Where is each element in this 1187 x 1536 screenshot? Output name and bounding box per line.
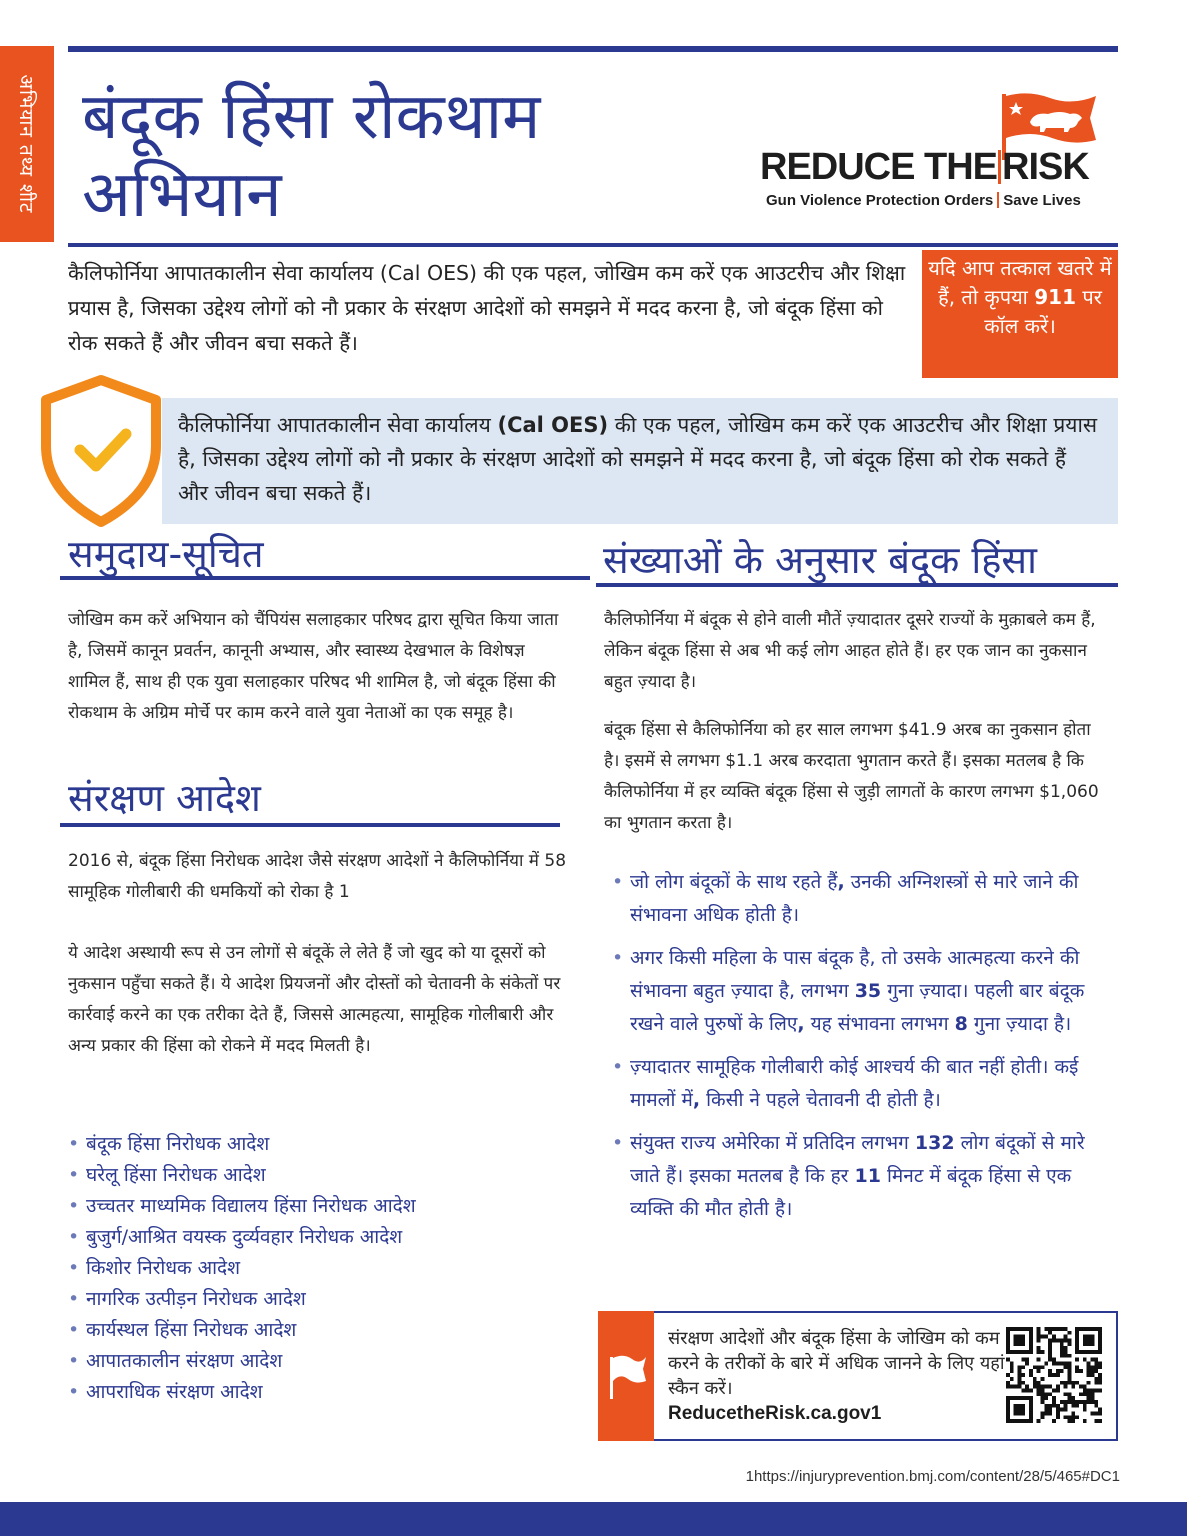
stat-text: गुना ज़्यादा है। <box>967 1013 1072 1035</box>
community-body: जोखिम कम करें अभियान को चैंपियंस सलाहकार परिषद द्वारा सूचित किया जाता है, जिसमें कानून प्रवर्तन, कानूनी अभ्यास, और स्वास्थ्य देखभाल के विशेषज्ञ शामिल हैं, साथ ही एक युवा सलाहकार परिषद भी शामिल है, जो बंदूक हिंसा की रोकथाम के अग्रिम मोर्चे पर काम करने वाले युवा नेताओं का एक समूह है। <box>68 610 559 723</box>
qr-callout-text <box>668 1326 1008 1426</box>
logo-wordmark <box>760 146 1122 189</box>
footnote: 1https://injuryprevention.bmj.com/content/28/5/465#DC1 <box>745 1468 1120 1485</box>
page-title <box>82 78 762 234</box>
numbers-heading: संख्याओं के अनुसार बंदूक हिंसा <box>603 538 1037 582</box>
emergency-text-after: पर कॉल करें। <box>984 285 1102 338</box>
stat-highlight: 35 <box>854 980 882 1002</box>
order-list-item: • आपातकालीन संरक्षण आदेश <box>68 1346 568 1377</box>
callout-text-after: की एक पहल, जोखिम कम करें एक आउटरीच और शिक्षा प्रयास है, जिसका उद्देश्य लोगों को नौ प्रकार के संरक्षण आदेशों को समझने में मदद करना है, जो बंदूक हिंसा को रोक सकते हैं और जीवन बचा सकते हैं। <box>178 413 1098 505</box>
emergency-number: 911 <box>1034 285 1076 309</box>
logo-tagline-left: Gun Violence Protection Orders <box>766 192 994 209</box>
order-list-item: • किशोर निरोधक आदेश <box>68 1253 568 1284</box>
callout-text-before: कैलिफोर्निया आपातकालीन सेवा कार्यालय <box>178 413 498 437</box>
stat-bullet <box>612 1127 1092 1226</box>
community-heading-rule <box>60 576 590 580</box>
stat-text: किसी ने पहले चेतावनी दी होती है। <box>700 1089 941 1111</box>
numbers-heading-rule <box>596 583 1118 587</box>
side-tab <box>0 46 54 242</box>
emergency-text-before: यदि आप तत्काल खतरे में हैं, तो कृपया <box>928 256 1112 309</box>
stat-bullet <box>612 1051 1092 1117</box>
stats-list <box>612 866 1092 1236</box>
qr-flag-panel <box>598 1311 654 1441</box>
qr-description: संरक्षण आदेशों और बंदूक हिंसा के जोखिम को कम करने के तरीकों के बारे में अधिक जानने के लिए यहां स्कैन करें। <box>668 1328 1005 1399</box>
stat-highlight: 11 <box>854 1165 881 1187</box>
stat-text: लोग बंदूकों से मारे जाते हैं। इसका मतलब है कि हर <box>630 1132 1085 1187</box>
community-heading: समुदाय-सूचित <box>68 532 264 576</box>
callout-text <box>178 408 1098 510</box>
stat-highlight: 8 <box>954 1013 968 1035</box>
stat-highlight: , <box>837 871 845 893</box>
stat-bullet <box>612 942 1092 1041</box>
stat-text: ज़्यादातर सामूहिक गोलीबारी कोई आश्चर्य की बात नहीं होती। कई मामलों में <box>630 1056 1079 1111</box>
logo-tagline <box>766 192 1126 209</box>
stat-bullet <box>612 866 1092 932</box>
order-list-item: • बुजुर्ग/आश्रित वयस्क दुर्व्यवहार निरोधक आदेश <box>68 1222 568 1253</box>
order-list-item: • घरेलू हिंसा निरोधक आदेश <box>68 1160 568 1191</box>
logo-name-left: REDUCE THE <box>760 146 998 188</box>
stat-text: यह संभावना लगभग <box>804 1013 955 1035</box>
stat-text: जो लोग बंदूकों के साथ रहते हैं <box>630 871 838 893</box>
bottom-bar <box>0 1502 1187 1536</box>
top-rule <box>68 46 1118 52</box>
orders-heading-rule <box>60 823 560 827</box>
orders-para1: 2016 से, बंदूक हिंसा निरोधक आदेश जैसे संरक्षण आदेशों ने कैलिफोर्निया में 58 सामूहिक गोलीबारी की धमकियों को रोका है 1 <box>68 851 567 902</box>
stat-text: संयुक्त राज्य अमेरिका में प्रतिदिन लगभग <box>630 1132 915 1154</box>
page-title-line2: अभियान <box>82 158 282 232</box>
callout-text-bold: (Cal OES) <box>497 413 609 437</box>
emergency-box <box>922 250 1118 378</box>
logo-flagpole <box>998 150 1001 184</box>
tagline-separator <box>997 192 999 208</box>
stat-text: गुना ज़्यादा। पहली बार बंदूक रखने वाले पुरुषों के लिए <box>630 980 1085 1035</box>
orders-list <box>68 1129 568 1408</box>
stat-text: उनकी अग्निशस्त्रों से मारे जाने की संभावना अधिक होती है। <box>630 871 1079 926</box>
order-list-item: • कार्यस्थल हिंसा निरोधक आदेश <box>68 1315 568 1346</box>
page-title-line1: बंदूक हिंसा रोकथाम <box>82 80 541 154</box>
intro-paragraph: कैलिफोर्निया आपातकालीन सेवा कार्यालय (Cal OES) की एक पहल, जोखिम कम करें एक आउटरीच और शिक्षा प्रयास है, जिसका उद्देश्य लोगों को नौ प्रकार के संरक्षण आदेशों को समझने में मदद करना है, जो बंदूक हिंसा को रोक सकते हैं और जीवन बचा सकते हैं। <box>68 261 906 355</box>
orders-para2: ये आदेश अस्थायी रूप से उन लोगों से बंदूकें ले लेते हैं जो खुद को या दूसरों को नुकसान पहुँचा सकते हैं। ये आदेश प्रियजनों और दोस्तों को चेतावनी के संकेतों पर कार्रवाई करने का एक तरीका देते हैं, जिससे आत्महत्या, सामूहिक गोलीबारी और अन्य प्रकार की हिंसा को रोकने में मदद मिलती है। <box>68 943 561 1056</box>
flag-icon <box>598 1311 654 1441</box>
stat-text: मिनट में बंदूक हिंसा से एक व्यक्ति की मौत होती है। <box>630 1165 1072 1220</box>
numbers-para1: कैलिफोर्निया में बंदूक से होने वाली मौतें ज़्यादातर दूसरे राज्यों के मुक़ाबले कम हैं, लेकिन बंदूक हिंसा से अब भी कई लोग आहत होते हैं। हर एक जान का नुकसान बहुत ज़्यादा है। <box>604 610 1096 692</box>
numbers-para2: बंदूक हिंसा से कैलिफोर्निया को हर साल लगभग $41.9 अरब का नुकसान होता है। इसमें से लगभग $1.1 अरब करदाता भुगतान करते हैं। इसका मतलब है कि कैलिफोर्निया में हर व्यक्ति बंदूक हिंसा से जुड़ी लागतों के कारण लगभग $1,060 का भुगतान करता है। <box>604 720 1099 833</box>
order-list-item: • बंदूक हिंसा निरोधक आदेश <box>68 1129 568 1160</box>
logo-name-right: RISK <box>1002 146 1089 188</box>
order-list-item: • आपराधिक संरक्षण आदेश <box>68 1377 568 1408</box>
stat-highlight: , <box>692 1089 701 1111</box>
orders-heading: संरक्षण आदेश <box>68 776 261 820</box>
order-list-item: • उच्चतर माध्यमिक विद्यालय हिंसा निरोधक आदेश <box>68 1191 568 1222</box>
shield-check-icon <box>38 374 164 528</box>
header-rule <box>68 243 1118 247</box>
stat-text: अगर किसी महिला के पास बंदूक है, तो उसके आत्महत्या करने की संभावना बहुत ज़्यादा है, लगभग <box>630 947 1080 1002</box>
qr-code-icon[interactable] <box>1006 1327 1102 1423</box>
side-tab-label: अभियान तथ्य शीट <box>15 74 37 214</box>
qr-url-link[interactable]: ReducetheRisk.ca.gov1 <box>668 1403 882 1424</box>
order-list-item: • नागरिक उत्पीड़न निरोधक आदेश <box>68 1284 568 1315</box>
stat-highlight: , <box>797 1013 805 1035</box>
stat-highlight: 132 <box>914 1132 955 1154</box>
logo-tagline-right: Save Lives <box>1003 192 1081 209</box>
